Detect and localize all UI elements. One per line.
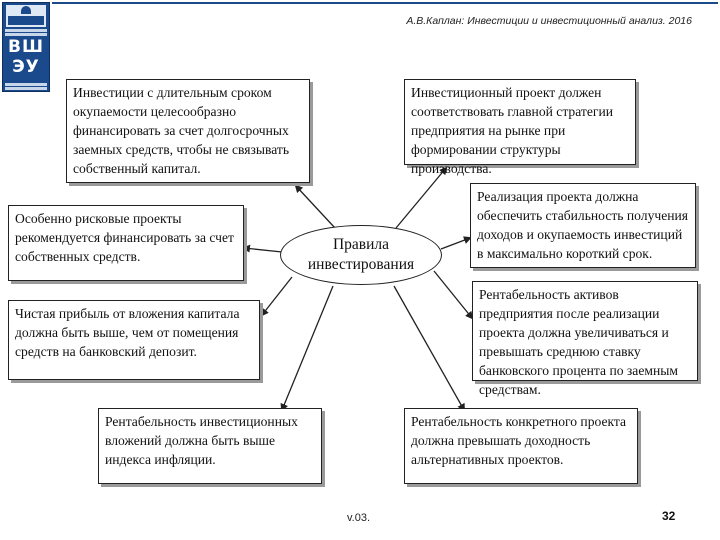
arrow-to-rule-7 — [282, 286, 333, 410]
rule-box-3: Особенно рисковые проекты рекомендуется финансировать за счет собственных средств. — [8, 205, 244, 281]
rule-box-1: Инвестиции с длительным сроком окупаемости целесообразно финансировать за счет долгосрочных заемных средств, чтобы не связывать собственный капитал. — [66, 79, 310, 183]
rule-box-2: Инвестиционный проект должен соответствовать главной стратегии предприятия на рынке при формировании структуры производства. — [404, 79, 636, 165]
rule-box-7: Рентабельность инвестиционных вложений должна быть выше индекса инфляции. — [98, 408, 322, 484]
arrow-to-rule-4 — [441, 238, 470, 249]
rule-box-6: Рентабельность активов предприятия после реализации проекта должна увеличиваться и превышать среднюю ставку банковского процента по заемным средствам. — [472, 281, 698, 381]
arrow-to-rule-6 — [434, 271, 472, 318]
arrow-to-rule-1 — [296, 186, 335, 228]
page-number: 32 — [662, 509, 676, 523]
center-label: Правила инвестирования — [307, 236, 415, 273]
header-title: А.В.Каплан: Инвестиции и инвестиционный анализ. 2016 — [406, 15, 692, 27]
arrow-to-rule-8 — [394, 286, 464, 410]
rule-box-5: Чистая прибыль от вложения капитала должна быть выше, чем от помещения средств на банковский депозит. — [8, 300, 260, 380]
arrow-to-rule-5 — [262, 277, 292, 315]
version-label: v.03. — [347, 512, 371, 524]
arrow-to-rule-3 — [244, 248, 282, 252]
logo-letters: ВШ ЭУ — [8, 37, 44, 77]
rule-box-4: Реализация проекта должна обеспечить стабильность получения доходов и окупаемость инвестиций в максимально короткий срок. — [470, 183, 696, 268]
center-oval — [280, 225, 442, 285]
rule-box-8: Рентабельность конкретного проекта должна превышать доходность альтернативных проектов. — [404, 408, 638, 484]
